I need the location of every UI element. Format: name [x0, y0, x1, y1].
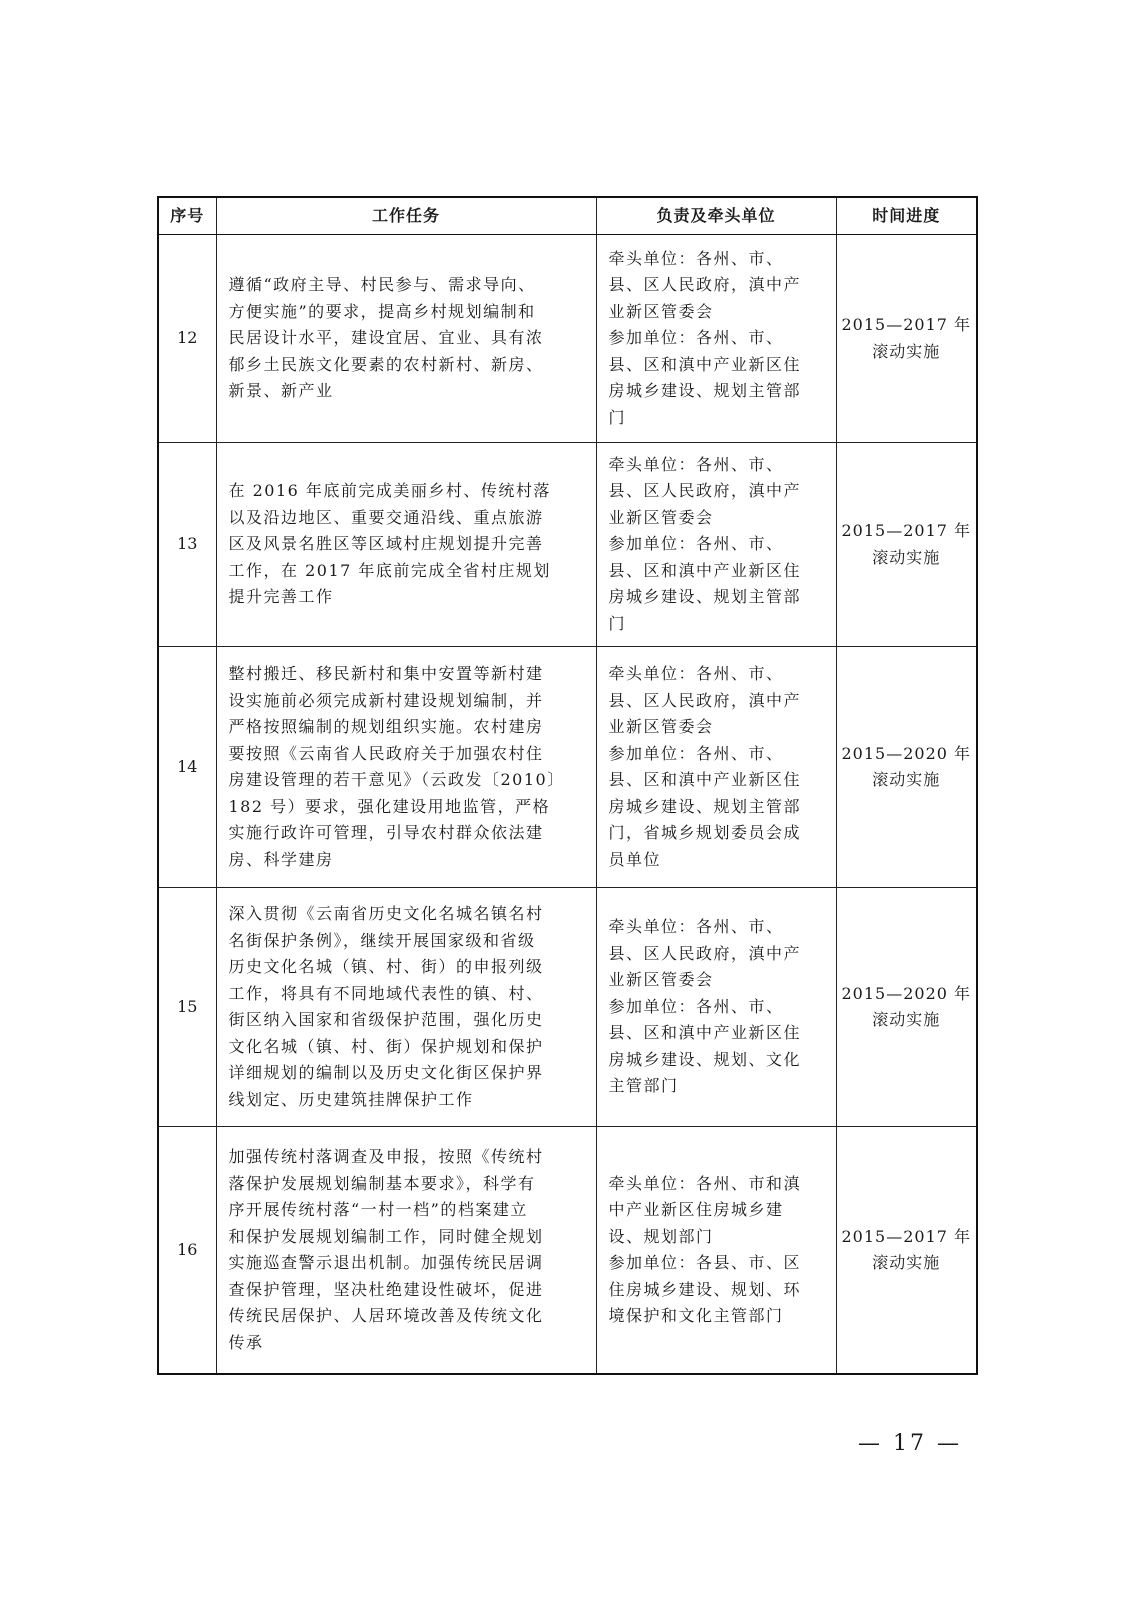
page-number: — 17 — — [858, 1431, 962, 1456]
row-time — [836, 1127, 977, 1375]
unit-line: 设、规划部门 — [608, 1226, 714, 1246]
unit-line: 门 — [608, 613, 627, 633]
row-unit — [596, 888, 836, 1127]
task-line: 实施巡查警示退出机制。加强传统民居调 — [228, 1253, 544, 1272]
task-line: 设实施前必须完成新村建设规划编制，并 — [228, 690, 544, 710]
task-line: 房建设管理的若干意见》（云政发〔2010〕 — [228, 770, 565, 789]
task-line: 新景、新产业 — [228, 381, 334, 401]
time-line: 滚动实施 — [872, 547, 941, 567]
task-line: 方便实施”的要求，提高乡村规划编制和 — [228, 301, 536, 321]
unit-line: 县、区和滇中产业新区住 — [608, 354, 802, 374]
task-line: 提升完善工作 — [228, 587, 334, 607]
time-line: 2015—2017 年 — [841, 1226, 972, 1246]
row-seq: 16 — [158, 1127, 216, 1375]
task-line: 历史文化名城（镇、村、街）的申报列级 — [228, 957, 544, 976]
task-line: 名街保护条例》，继续开展国家级和省级 — [228, 930, 536, 950]
unit-line: 房城乡建设、规划主管部 — [608, 381, 802, 401]
unit-line: 县、区人民政府，滇中产 — [608, 275, 802, 295]
task-line: 传统民居保护、人居环境改善及传统文化 — [228, 1306, 544, 1325]
task-line: 工作，在 2017 年底前完成全省村庄规划 — [228, 560, 551, 580]
task-line: 查保护管理，坚决杜绝建设性破坏，促进 — [228, 1279, 544, 1299]
row-time — [836, 647, 977, 888]
task-line: 工作，将具有不同地域代表性的镇、村、 — [228, 983, 544, 1003]
task-line: 以及沿边地区、重要交通沿线、重点旅游 — [228, 507, 544, 527]
row-task — [216, 647, 596, 888]
unit-line: 县、区人民政府，滇中产 — [608, 690, 802, 710]
table-row — [158, 443, 977, 647]
unit-line: 牵头单位：各州、市和滇 — [608, 1173, 802, 1193]
row-time — [836, 235, 977, 443]
header-unit: 负责及牵头单位 — [596, 197, 836, 235]
unit-line: 住房城乡建设、规划、环 — [608, 1279, 802, 1299]
row-task — [216, 1127, 596, 1375]
unit-line: 县、区和滇中产业新区住 — [608, 770, 802, 789]
task-line: 文化名城（镇、村、街）保护规划和保护 — [228, 1036, 544, 1056]
unit-line: 牵头单位：各州、市、 — [608, 664, 784, 683]
row-seq: 15 — [158, 888, 216, 1127]
row-task — [216, 888, 596, 1127]
unit-line: 参加单位：各州、市、 — [608, 534, 784, 554]
unit-line: 门，省城乡规划委员会成 — [608, 823, 802, 842]
unit-line: 县、区人民政府，滇中产 — [608, 481, 802, 501]
task-line: 要按照《云南省人民政府关于加强农村住 — [228, 743, 544, 763]
time-line: 2015—2017 年 — [841, 315, 972, 334]
unit-line: 参加单位：各州、市、 — [608, 996, 784, 1016]
task-line: 序开展传统村落“一村一档”的档案建立 — [228, 1200, 528, 1219]
row-time — [836, 888, 977, 1127]
unit-line: 县、区和滇中产业新区住 — [608, 560, 802, 580]
task-line: 线划定、历史建筑挂牌保护工作 — [228, 1089, 474, 1109]
task-line: 落保护发展规划编制基本要求》，科学有 — [228, 1173, 536, 1193]
unit-line: 牵头单位：各州、市、 — [608, 454, 784, 474]
table-row — [158, 888, 977, 1127]
unit-line: 中产业新区住房城乡建 — [608, 1200, 784, 1219]
row-seq: 13 — [158, 443, 216, 647]
task-line: 在 2016 年底前完成美丽乡村、传统村落 — [228, 481, 551, 501]
task-line: 遵循“政府主导、村民参与、需求导向、 — [228, 275, 536, 295]
time-line: 2015—2020 年 — [841, 983, 972, 1003]
task-line: 传承 — [228, 1332, 264, 1352]
unit-line: 境保护和文化主管部门 — [608, 1306, 784, 1325]
time-line: 滚动实施 — [872, 770, 941, 789]
unit-line: 房城乡建设、规划主管部 — [608, 796, 802, 816]
task-line: 区及风景名胜区等区域村庄规划提升完善 — [228, 534, 544, 554]
header-seq: 序号 — [158, 197, 216, 235]
task-line: 房、科学建房 — [228, 849, 334, 869]
time-line: 滚动实施 — [872, 341, 941, 361]
unit-line: 牵头单位：各州、市、 — [608, 917, 784, 937]
task-line: 街区纳入国家和省级保护范围，强化历史 — [228, 1010, 544, 1029]
unit-line: 主管部门 — [608, 1076, 679, 1096]
task-line: 182 号）要求，强化建设用地监管，严格 — [228, 796, 551, 816]
task-line: 严格按照编制的规划组织实施。农村建房 — [228, 717, 544, 736]
header-task: 工作任务 — [216, 197, 596, 235]
unit-line: 门 — [608, 407, 627, 427]
task-line: 深入贯彻《云南省历史文化名城名镇名村 — [228, 904, 544, 923]
table-header-row — [158, 197, 977, 235]
task-line: 详细规划的编制以及历史文化街区保护界 — [228, 1063, 544, 1082]
row-task — [216, 235, 596, 443]
unit-line: 房城乡建设、规划、文化 — [608, 1049, 802, 1069]
unit-line: 参加单位：各州、市、 — [608, 743, 784, 763]
row-time — [836, 443, 977, 647]
task-line: 实施行政许可管理，引导农村群众依法建 — [228, 823, 544, 842]
time-line: 滚动实施 — [872, 1253, 941, 1272]
unit-line: 业新区管委会 — [608, 301, 714, 321]
unit-line: 县、区人民政府，滇中产 — [608, 943, 802, 963]
unit-line: 牵头单位：各州、市、 — [608, 248, 784, 268]
unit-line: 参加单位：各县、市、区 — [608, 1253, 802, 1272]
task-line: 和保护发展规划编制工作，同时健全规划 — [228, 1226, 544, 1246]
row-task — [216, 443, 596, 647]
row-unit — [596, 443, 836, 647]
table-row — [158, 647, 977, 888]
header-time: 时间进度 — [836, 197, 977, 235]
task-line: 民居设计水平，建设宜居、宜业、具有浓 — [228, 328, 544, 348]
unit-line: 业新区管委会 — [608, 717, 714, 736]
task-line: 加强传统村落调查及申报，按照《传统村 — [228, 1147, 544, 1166]
unit-line: 参加单位：各州、市、 — [608, 328, 784, 348]
row-unit — [596, 1127, 836, 1375]
time-line: 2015—2020 年 — [841, 743, 972, 763]
unit-line: 房城乡建设、规划主管部 — [608, 587, 802, 607]
task-line: 整村搬迁、移民新村和集中安置等新村建 — [228, 664, 544, 683]
unit-line: 县、区和滇中产业新区住 — [608, 1023, 802, 1043]
table-row — [158, 1127, 977, 1375]
task-line: 郁乡土民族文化要素的农村新村、新房、 — [228, 354, 544, 374]
unit-line: 业新区管委会 — [608, 970, 714, 990]
unit-line: 员单位 — [608, 849, 662, 869]
row-unit — [596, 235, 836, 443]
row-seq: 12 — [158, 235, 216, 443]
time-line: 2015—2017 年 — [841, 521, 972, 540]
time-line: 滚动实施 — [872, 1010, 941, 1029]
unit-line: 业新区管委会 — [608, 507, 714, 527]
row-seq: 14 — [158, 647, 216, 888]
work-task-table — [157, 196, 978, 1375]
row-unit — [596, 647, 836, 888]
table-row — [158, 235, 977, 443]
